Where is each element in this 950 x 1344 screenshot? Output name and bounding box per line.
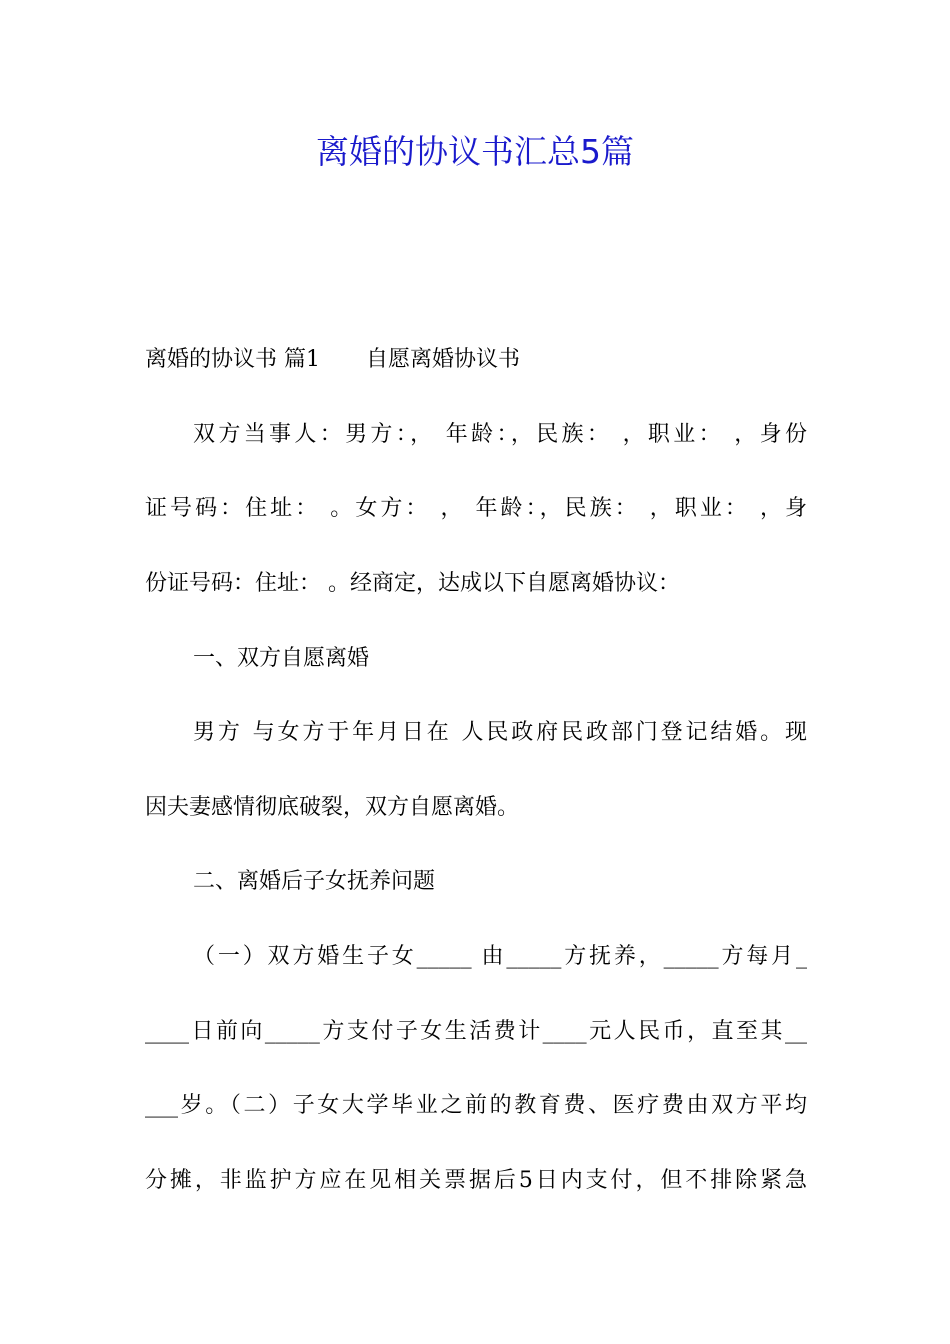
section-heading-line [145,344,807,376]
paragraph-line: 证号码：住址： 。女方： ， 年龄：，民族： ，职业： ，身 [145,496,807,521]
paragraph-line: 分摊，非监护方应在见相关票据后5日内支付，但不排除紧急 [145,1168,807,1193]
section-label: 离婚的协议书 篇1 [145,347,320,372]
paragraph-line: 因夫妻感情彻底破裂，双方自愿离婚。 [145,795,520,820]
paragraph-line: 双方当事人：男方：， 年龄：，民族： ，职业： ，身份 [193,422,807,447]
section-subtitle: 自愿离婚协议书 [366,347,521,372]
paragraph-line: ___岁。（二）子女大学毕业之前的教育费、医疗费由双方平均 [145,1093,807,1118]
paragraph-line: 男方 与女方于年月日在 人民政府民政部门登记结婚。现 [193,720,807,745]
document-title: 离婚的协议书汇总5篇 [316,132,634,171]
paragraph-line: 份证号码：住址： 。经商定，达成以下自愿离婚协议： [145,571,680,596]
paragraph-line: ____日前向_____方支付子女生活费计____元人民币，直至其__ [145,1019,807,1044]
paragraph-line: （一）双方婚生子女_____ 由_____方抚养，_____方每月_ [193,944,807,969]
clause-heading: 二、离婚后子女抚养问题 [193,869,436,894]
clause-heading: 一、双方自愿离婚 [193,646,370,671]
